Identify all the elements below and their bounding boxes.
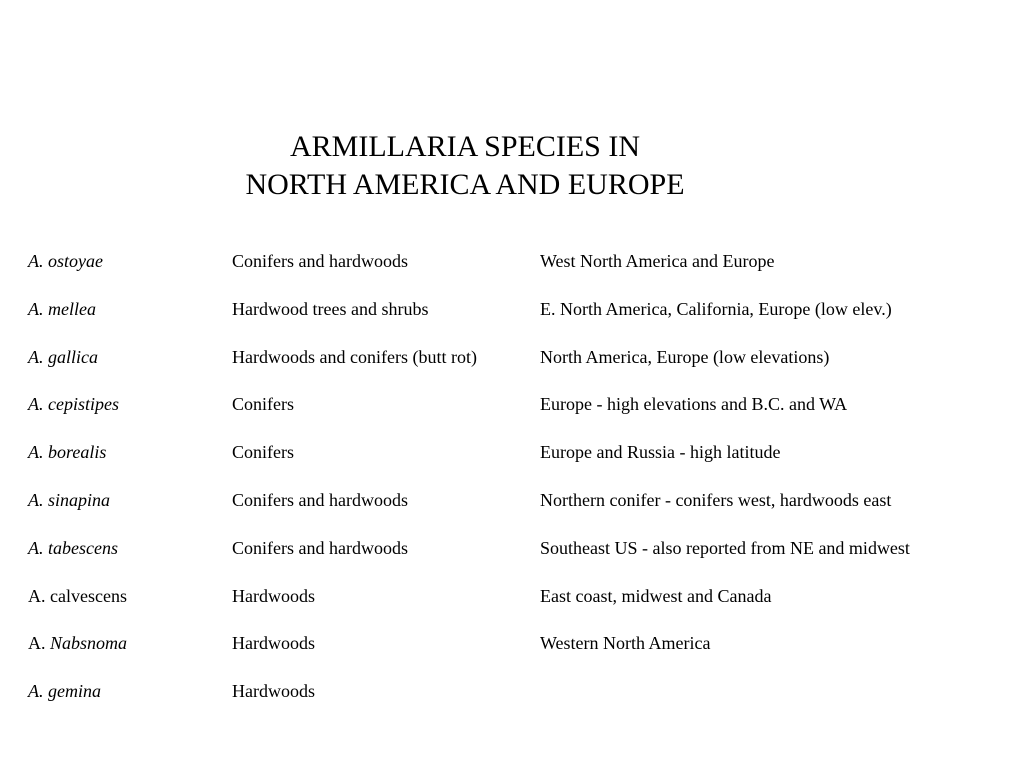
species-name: A. borealis xyxy=(28,442,107,463)
table-row xyxy=(28,296,1018,344)
table-row xyxy=(28,487,1018,535)
distribution: West North America and Europe xyxy=(540,251,775,271)
host-type: Conifers and hardwoods xyxy=(232,537,408,558)
species-name: A. sinapina xyxy=(28,489,111,510)
host-type: Conifers xyxy=(232,442,294,463)
host-type: Conifers and hardwoods xyxy=(232,251,408,271)
host-type: Hardwoods and conifers (butt rot) xyxy=(232,346,477,367)
species-name: A. gallica xyxy=(28,346,98,367)
table-row xyxy=(28,678,1018,726)
host-type: Conifers xyxy=(232,394,294,415)
species-name: A. Nabsnoma xyxy=(28,633,128,654)
table-row xyxy=(28,439,1018,487)
distribution: Europe - high elevations and B.C. and WA xyxy=(540,394,848,415)
title-line-2: NORTH AMERICA AND EUROPE xyxy=(245,168,685,201)
distribution: Southeast US - also reported from NE and midwest xyxy=(540,537,910,558)
distribution: Northern conifer - conifers west, hardwoods east xyxy=(540,489,892,510)
table-row xyxy=(28,583,1018,631)
table-row xyxy=(28,344,1018,392)
distribution: North America, Europe (low elevations) xyxy=(540,346,830,367)
host-type: Hardwood trees and shrubs xyxy=(232,298,429,319)
distribution: E. North America, California, Europe (low elev.) xyxy=(540,298,892,319)
table-row xyxy=(28,535,1018,583)
species-table xyxy=(28,248,1018,726)
host-type: Hardwoods xyxy=(232,633,315,654)
distribution: East coast, midwest and Canada xyxy=(540,585,772,606)
host-type: Hardwoods xyxy=(232,585,315,606)
species-name: A. cepistipes xyxy=(28,394,119,415)
species-name: A. tabescens xyxy=(28,537,118,558)
host-type: Conifers and hardwoods xyxy=(232,489,408,510)
table-row xyxy=(28,630,1018,678)
species-name: A. calvescens xyxy=(28,585,127,606)
species-name: A. mellea xyxy=(28,298,96,319)
table-row xyxy=(28,391,1018,439)
title-line-1: ARMILLARIA SPECIES IN xyxy=(289,130,641,163)
distribution: Western North America xyxy=(540,633,711,654)
table-row xyxy=(28,248,1018,296)
species-name: A. gemina xyxy=(28,681,101,702)
host-type: Hardwoods xyxy=(232,681,315,702)
distribution: Europe and Russia - high latitude xyxy=(540,442,781,463)
species-name: A. ostoyae xyxy=(28,251,103,271)
slide-title xyxy=(0,128,930,204)
